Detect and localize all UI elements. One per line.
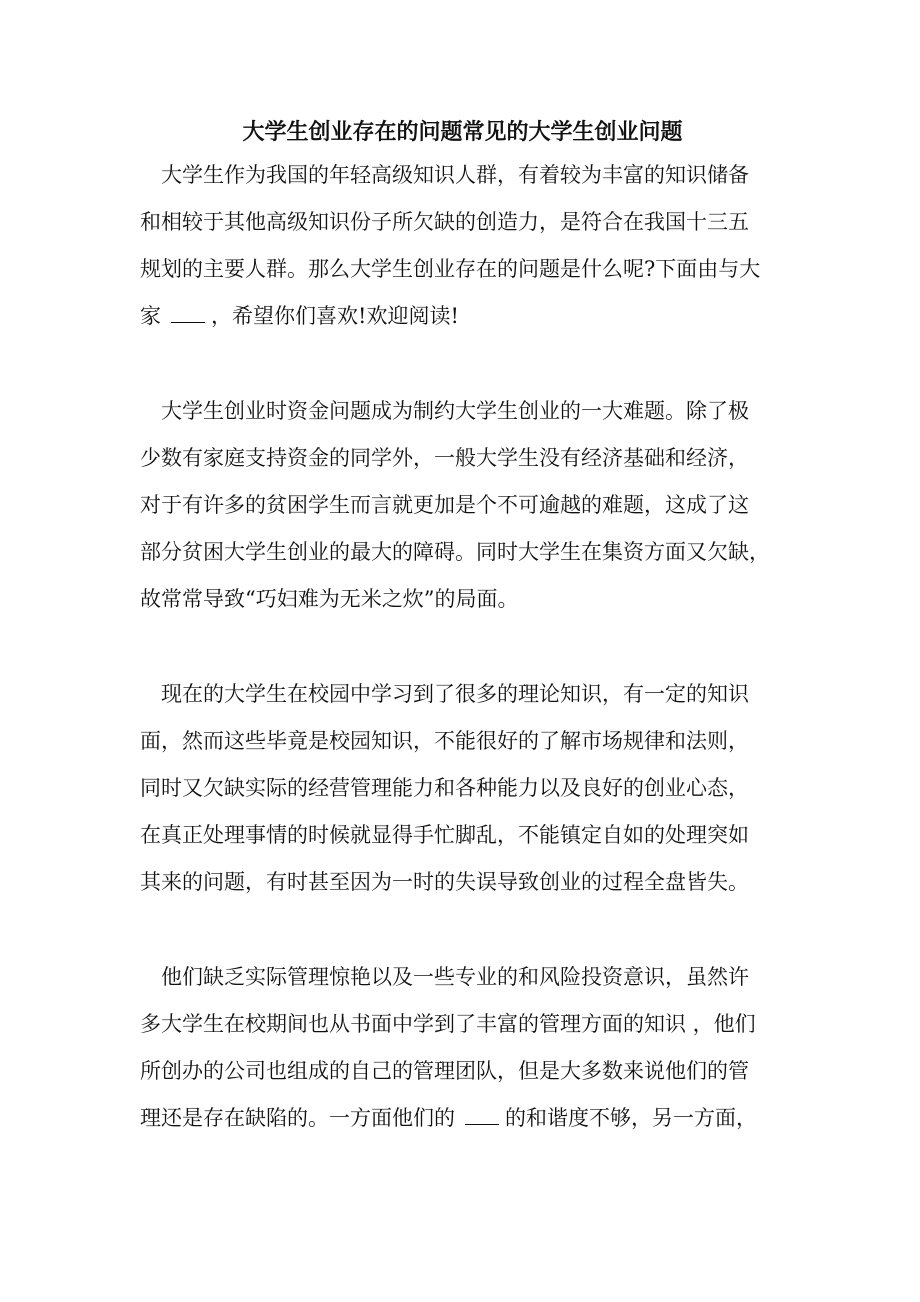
text-line: 现在的大学生在校园中学习到了很多的理论知识，有一定的知识 [161,682,749,706]
blank-underline [171,308,205,323]
text-line: 多大学生在校期间也从书面中学到了丰富的管理方面的知识 ，他们 [140,1012,756,1036]
paragraph-management [140,954,785,1142]
paragraph-experience [140,671,785,906]
text-line: 故常常导致“巧妇难为无米之炊”的局面。 [140,587,519,611]
paragraph-gap [140,906,785,954]
text-line: 所创办的公司也组成的自己的管理团队，但是大多数来说他们的管 [140,1059,749,1083]
text-line: 少数有家庭支持资金的同学外，一般大学生没有经济基础和经济， [140,446,749,470]
text-line: 和相较于其他高级知识份子所欠缺的创造力，是符合在我国十三五 [140,210,749,234]
text-fragment: 理还是存在缺陷的。一方面他们的 [140,1106,455,1130]
text-line: 大学生创业时资金问题成为制约大学生创业的一大难题。除了极 [161,399,749,423]
text-line [140,1095,785,1142]
paragraph-intro [140,152,785,340]
document-page [140,112,785,1142]
text-fragment: ，希望你们喜欢!欢迎阅读! [211,304,459,328]
text-line: 面，然而这些毕竟是校园知识，不能很好的了解市场规律和法则， [140,729,749,753]
text-line [140,293,785,340]
text-fragment: 家 [140,304,161,328]
blank-underline [465,1110,499,1125]
text-line: 大学生作为我国的年轻高级知识人群，有着较为丰富的知识储备 [161,163,749,187]
text-line: 在真正处理事情的时候就显得手忙脚乱，不能镇定自如的处理突如 [140,823,749,847]
text-line: 部分贫困大学生创业的最大的障碍。同时大学生在集资方面又欠缺， [140,540,770,564]
paragraph-funding [140,388,785,623]
text-line: 同时又欠缺实际的经营管理能力和各种能力以及良好的创业心态， [140,776,749,800]
text-line: 规划的主要人群。那么大学生创业存在的问题是什么呢?下面由与大 [140,257,761,281]
paragraph-gap [140,623,785,671]
text-line: 其来的问题，有时甚至因为一时的失误导致创业的过程全盘皆失。 [140,870,749,894]
text-line: 他们缺乏实际管理惊艳以及一些专业的和风险投资意识，虽然许 [161,965,749,989]
text-line: 对于有许多的贫困学生而言就更加是个不可逾越的难题，这成了这 [140,493,749,517]
paragraph-gap [140,340,785,388]
text-fragment: 的和谐度不够，另一方面， [505,1106,757,1130]
document-title: 大学生创业存在的问题常见的大学生创业问题 [242,119,683,145]
